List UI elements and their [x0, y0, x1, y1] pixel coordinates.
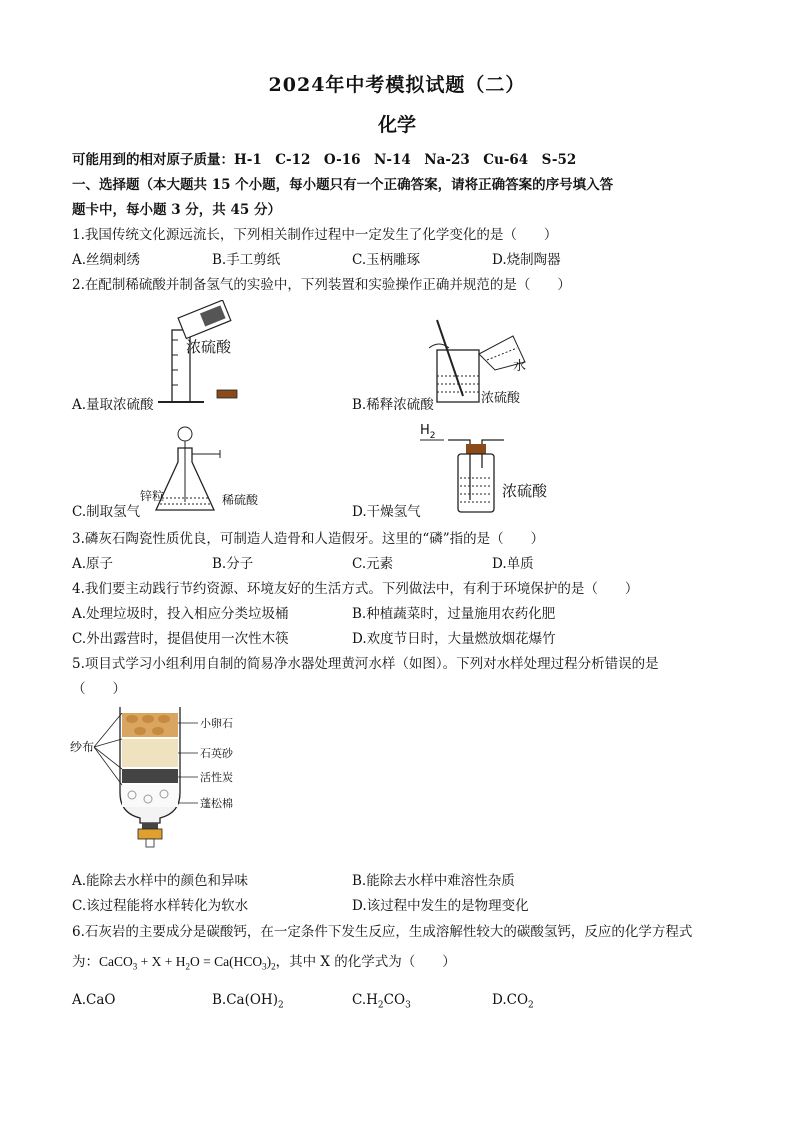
label-c-zinc: 锌粒: [140, 489, 165, 503]
q5-option-a[interactable]: A.能除去水样中的颜色和异味: [72, 873, 249, 889]
q6-option-a[interactable]: A.CaO: [72, 992, 116, 1008]
figure-a-measuring-cylinder: [150, 300, 290, 410]
label-b-water: 水: [513, 359, 527, 374]
q6-option-d[interactable]: $D.CO_2$: [492, 992, 534, 1011]
label-d-gas: $H_2$: [420, 423, 436, 441]
label-a-acid: 浓硫酸: [186, 338, 232, 356]
q6-option-b[interactable]: $B.Ca(OH)_2$: [212, 992, 284, 1011]
q2-option-c[interactable]: C.制取氢气: [72, 504, 141, 520]
q1-option-d[interactable]: D.烧制陶器: [492, 252, 561, 268]
q1-option-c[interactable]: C.玉柄雕琢: [352, 252, 421, 268]
q4-option-b[interactable]: B.种植蔬菜时，过量施用农药化肥: [352, 606, 556, 622]
q5-option-c[interactable]: C.该过程能将水样转化为软水: [72, 898, 249, 914]
q3-option-d[interactable]: D.单质: [492, 556, 534, 572]
q6-option-c[interactable]: $C.H_2CO_3$: [352, 992, 411, 1011]
q4-option-c[interactable]: C.外出露营时，提倡使用一次性木筷: [72, 631, 289, 647]
label-cotton: 蓬松棉: [200, 797, 233, 810]
q4-option-a[interactable]: A.处理垃圾时，投入相应分类垃圾桶: [72, 606, 289, 622]
q2-stem: 2.在配制稀硫酸并制备氢气的实验中，下列装置和实验操作正确并规范的是（ ）: [72, 277, 571, 293]
q3-stem: 3.磷灰石陶瓷性质优良，可制造人造骨和人造假牙。这里的“磷”指的是（ ）: [72, 531, 545, 547]
q5-option-b[interactable]: B.能除去水样中难溶性杂质: [352, 873, 515, 889]
q4-option-d[interactable]: D.欢度节日时，大量燃放烟花爆竹: [352, 631, 556, 647]
q2-option-b[interactable]: B.稀释浓硫酸: [352, 397, 434, 413]
figure-water-purifier: [70, 703, 270, 853]
q5-stem: 5.项目式学习小组利用自制的简易净水器处理黄河水样（如图）。下列对水样处理过程分析错误的是: [72, 656, 659, 672]
label-d-acid: 浓硫酸: [502, 482, 548, 500]
label-pebble: 小卵石: [200, 717, 233, 730]
section1-heading-line1: 一、选择题（本大题共 15 个小题，每小题只有一个正确答案，请将正确答案的序号填入答: [72, 177, 614, 193]
q3-option-a[interactable]: A.原子: [72, 556, 114, 572]
q1-stem: 1.我国传统文化源远流长，下列相关制作过程中一定发生了化学变化的是（ ）: [72, 227, 558, 243]
q5-option-d[interactable]: D.该过程中发生的是物理变化: [352, 898, 529, 914]
label-gauze: 纱布: [70, 740, 95, 754]
label-sand: 石英砂: [200, 747, 233, 760]
q1-option-b[interactable]: B.手工剪纸: [212, 252, 281, 268]
q6-equation: [72, 950, 456, 972]
q2-option-d[interactable]: D.干燥氢气: [352, 504, 421, 520]
atomic-mass-line: 可能用到的相对原子质量：H-1 C-12 O-16 N-14 Na-23 Cu-64 S-52: [72, 152, 577, 168]
figure-b-dilution: [425, 310, 565, 410]
figure-c-hydrogen-generator: [140, 420, 280, 520]
q6-stem: 6.石灰岩的主要成分是碳酸钙，在一定条件下发生反应，生成溶解性较大的碳酸氢钙，反应的化学方程式: [72, 924, 693, 940]
label-c-acid: 稀硫酸: [222, 493, 259, 507]
q1-option-a[interactable]: A.丝绸刺绣: [72, 252, 141, 268]
q6-eq-suffix: ，其中 X 的化学式为（ ）: [275, 954, 456, 970]
q3-option-b[interactable]: B.分子: [212, 556, 254, 572]
label-b-acid: 浓硫酸: [481, 391, 521, 406]
section1-heading-line2: 题卡中，每小题 3 分，共 45 分）: [72, 202, 281, 218]
q6-eq-prefix: 为：: [72, 954, 99, 970]
q6-formula: CaCO$_3$ + $X + H_2O = Ca(HCO_3)_2$: [99, 954, 276, 972]
q2-option-a[interactable]: A.量取浓硫酸: [72, 397, 154, 413]
q5-stem-paren: （ ）: [72, 681, 126, 697]
label-carbon: 活性炭: [200, 771, 233, 784]
subject-title: 化学: [377, 114, 416, 136]
q4-stem: 4.我们要主动践行节约资源、环境友好的生活方式。下列做法中，有利于环境保护的是（ ）: [72, 581, 639, 597]
page-title: 2024年中考模拟试题（二）: [268, 74, 526, 96]
q3-option-c[interactable]: C.元素: [352, 556, 394, 572]
figure-d-gas-drying: [420, 420, 580, 515]
